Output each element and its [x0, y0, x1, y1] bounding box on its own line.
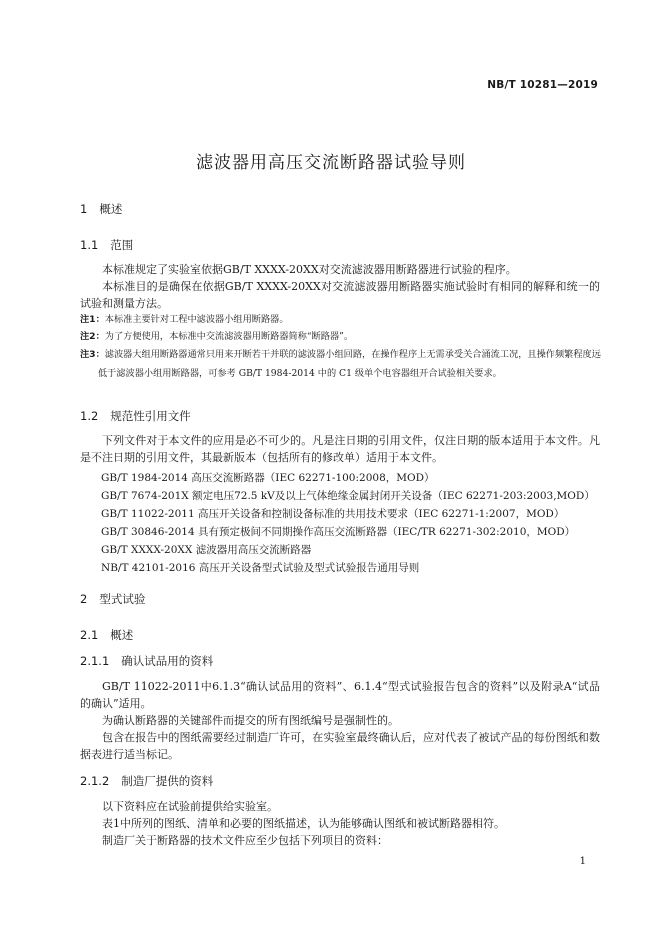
note-label: 注1： [80, 314, 105, 325]
section-1-heading [80, 201, 122, 217]
section-number: 1 [80, 202, 88, 216]
normative-references-intro: 下列文件对于本文件的应用是必不可少的。凡是注日期的引用文件，仅注日期的版本适用于本文件。凡是不注日期的引用文件，其最新版本（包括所有的修改单）适用于本文件。 [80, 434, 600, 464]
section-title: 制造厂提供的资料 [121, 774, 214, 788]
manufacturer-info-paragraph-2: 表1中所列的图纸、清单和必要的图纸描述，认为能够确认图纸和被试断路器相符。 [102, 817, 505, 830]
section-1-2-heading [80, 408, 191, 424]
section-number: 2 [80, 592, 88, 606]
section-title: 规范性引用文件 [110, 409, 191, 423]
reference-item: GB/T 7674-201X 额定电压72.5 kV及以上气体绝缘金属封闭开关设备（IEC 62271-203:2003,MOD） [101, 490, 595, 502]
section-2-1-2-heading [80, 773, 213, 789]
section-number: 1.2 [80, 409, 99, 423]
manufacturer-info-paragraph-1: 以下资料应在试验前提供给实验室。 [102, 800, 278, 813]
section-2-heading [80, 591, 145, 607]
specimen-info-paragraph-3: 包含在报告中的图纸需要经过制造厂许可，在实验室最终确认后，应对代表了被试产品的每份图纸和数据表进行适当标记。 [80, 731, 600, 761]
document-code: NB/T 10281—2019 [487, 79, 598, 91]
manufacturer-info-paragraph-3: 制造厂关于断路器的技术文件应至少包括下列项目的资料： [102, 834, 388, 847]
section-title: 概述 [99, 202, 123, 216]
scope-paragraph-1: 本标准规定了实验室依据GB/T XXXX-20XX对交流滤波器用断路器进行试验的程序。 [102, 263, 517, 276]
note-text: 滤波器大组用断路器通常只用来开断若干并联的滤波器小组回路，在操作程序上无需承受关合涌流工况，且操作频繁程度远低于滤波器小组用断路器，可参考 GB/T 1984-2014 中的 C1 级单个电容器组开合试验相关要求。 [98, 349, 601, 379]
section-number: 2.1.1 [80, 654, 110, 668]
section-number: 2.1.2 [80, 774, 110, 788]
section-title: 概述 [110, 628, 134, 642]
reference-item: NB/T 42101-2016 高压开关设备型式试验及型式试验报告通用导则 [101, 562, 420, 574]
section-title: 确认试品用的资料 [121, 654, 214, 668]
section-title: 型式试验 [99, 592, 146, 606]
section-2-1-heading [80, 627, 133, 643]
note-text: 本标准主要针对工程中滤波器小组用断路器。 [104, 314, 289, 325]
specimen-info-paragraph-2: 为确认断路器的关键部件而提交的所有图纸编号是强制性的。 [102, 714, 399, 727]
scope-paragraph-2: 本标准目的是确保在依据GB/T XXXX-20XX对交流滤波器用断路器实施试验时有相同的解释和统一的试验和测量方法。 [80, 280, 600, 310]
reference-item: GB/T XXXX-20XX 滤波器用高压交流断路器 [101, 544, 312, 556]
note-1 [80, 311, 602, 329]
note-2 [80, 328, 602, 346]
document-title: 滤波器用高压交流断路器试验导则 [196, 153, 466, 173]
section-title: 范围 [110, 238, 134, 252]
section-number: 2.1 [80, 628, 99, 642]
section-1-1-heading [80, 237, 133, 253]
note-text: 为了方便使用，本标准中交流滤波器用断路器简称“断路器”。 [104, 331, 354, 342]
note-label: 注2： [80, 331, 105, 342]
section-number: 1.1 [80, 238, 99, 252]
reference-item: GB/T 30846-2014 具有预定极间不同期操作高压交流断路器（IEC/TR 62271-302:2010，MOD） [101, 526, 576, 538]
reference-item: GB/T 11022-2011 高压开关设备和控制设备标准的共用技术要求（IEC 62271-1:2007，MOD） [101, 508, 565, 520]
note-3 [80, 345, 602, 383]
note-label: 注3： [80, 349, 105, 360]
page-number: 1 [579, 856, 586, 867]
reference-item: GB/T 1984-2014 高压交流断路器（IEC 62271-100:2008，MOD） [101, 472, 435, 484]
specimen-info-paragraph-1: GB/T 11022-2011中6.1.3“确认试品用的资料”、6.1.4“型式试验报告包含的资料”以及附录A“试品的确认”适用。 [80, 680, 600, 710]
section-2-1-1-heading [80, 653, 213, 669]
